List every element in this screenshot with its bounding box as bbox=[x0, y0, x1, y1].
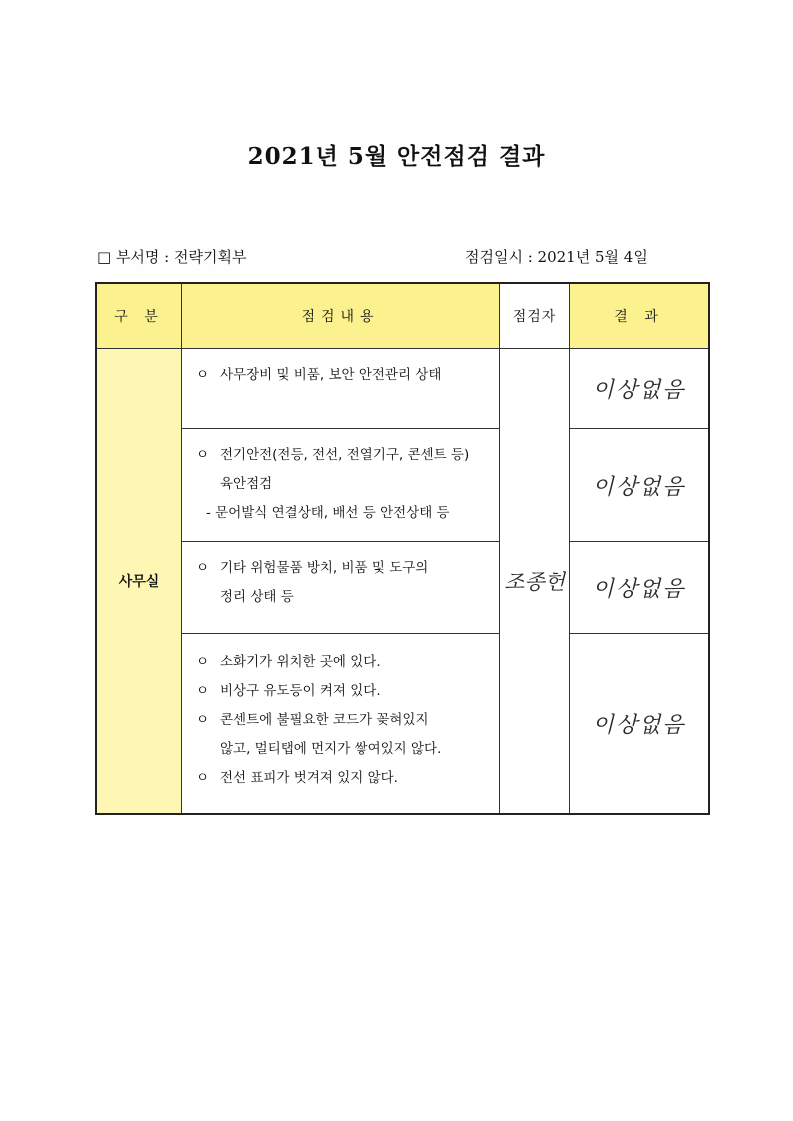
list-item: ㅇ 콘센트에 불필요한 코드가 꽂혀있지 bbox=[196, 706, 489, 735]
list-item: ㅇ 전선 표피가 벗겨져 있지 않다. bbox=[196, 764, 489, 793]
circle-bullet-icon: ㅇ bbox=[196, 367, 210, 383]
list-item-continuation: 정리 상태 등 bbox=[220, 589, 294, 605]
check-item-4 bbox=[182, 634, 500, 813]
list-item: ㅇ 비상구 유도등이 켜져 있다. bbox=[196, 677, 489, 706]
header-result: 결 과 bbox=[570, 284, 708, 349]
list-item-continuation: 육안점검 bbox=[220, 476, 273, 492]
list-item: ㅇ 전기안전(전등, 전선, 전열기구, 콘센트 등) bbox=[196, 441, 489, 470]
circle-bullet-icon: ㅇ bbox=[196, 560, 210, 576]
result-3: 이상없음 bbox=[570, 542, 708, 634]
inspection-date: 점검일시 : 2021년 5월 4일 bbox=[465, 248, 648, 266]
header-inspector: 점검자 bbox=[500, 284, 570, 349]
header-content: 점검내용 bbox=[182, 284, 500, 349]
list-subitem: - 문어발식 연결상태, 배선 등 안전상태 등 bbox=[206, 505, 450, 521]
department-label bbox=[97, 246, 246, 267]
result-2: 이상없음 bbox=[570, 429, 708, 542]
result-4: 이상없음 bbox=[592, 713, 686, 738]
circle-bullet-icon: ㅇ bbox=[196, 654, 210, 670]
inspection-table bbox=[95, 282, 710, 815]
circle-bullet-icon: ㅇ bbox=[196, 770, 210, 786]
check-item-3 bbox=[182, 542, 500, 634]
inspector-signature: 조종헌 bbox=[500, 349, 570, 813]
circle-bullet-icon: ㅇ bbox=[196, 683, 210, 699]
check-item-2 bbox=[182, 429, 500, 542]
list-item-continuation: 않고, 멀티탭에 먼지가 쌓여있지 않다. bbox=[220, 741, 442, 757]
circle-bullet-icon: ㅇ bbox=[196, 447, 210, 463]
list-item: ㅇ 사무장비 및 비품, 보안 안전관리 상태 bbox=[196, 361, 489, 390]
list-item: ㅇ 소화기가 위치한 곳에 있다. bbox=[196, 648, 489, 677]
header-category: 구 분 bbox=[97, 284, 182, 349]
circle-bullet-icon: ㅇ bbox=[196, 712, 210, 728]
category-office: 사무실 bbox=[97, 349, 182, 813]
check-item-1 bbox=[182, 349, 500, 429]
list-item: ㅇ 기타 위험물품 방치, 비품 및 도구의 bbox=[196, 554, 489, 583]
department-text: □ 부서명 : 전략기획부 bbox=[97, 248, 247, 266]
result-1: 이상없음 bbox=[570, 349, 708, 429]
document-title: 2021년 5월 안전점검 결과 bbox=[247, 143, 546, 170]
